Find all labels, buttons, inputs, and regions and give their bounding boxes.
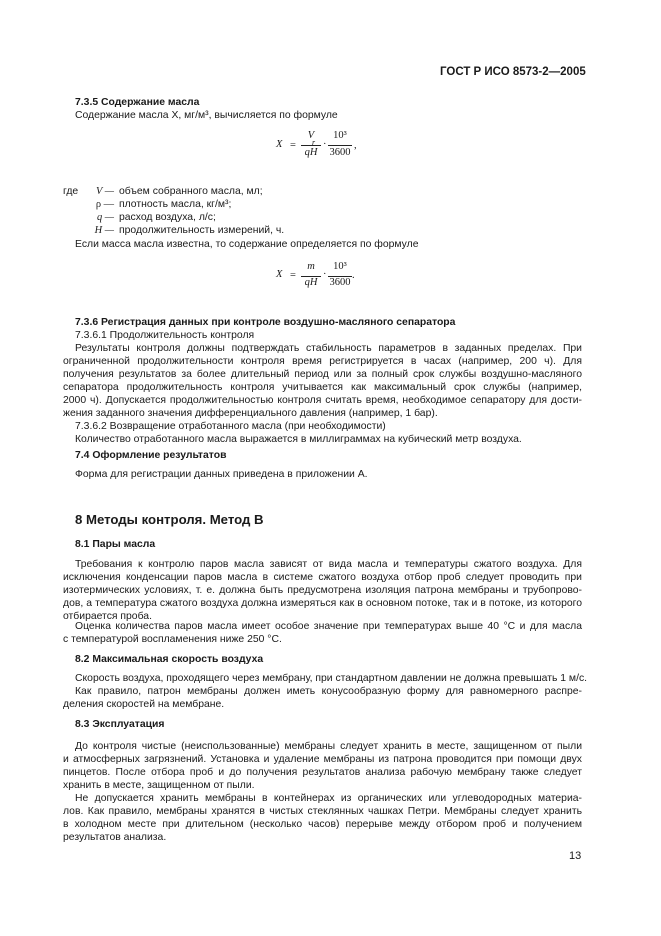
paragraph-line: и атмосферных загрязнений. Установка и удаление мембраны из патрона проводится при помощи двух (63, 754, 582, 765)
paragraph-line: отбирается проба. (63, 611, 152, 622)
where-label: где (63, 186, 79, 197)
section-7-3-5-intro: Содержание масла X, мг/м³, вычисляется по формуле (75, 110, 338, 121)
formula-1-num1: V (307, 130, 315, 141)
section-7-3-6-2-title: 7.3.6.2 Возвращение отработанного масла (при необходимости) (75, 421, 386, 432)
formula-1-sub: r (312, 138, 316, 147)
formula-2-den2: 3600 (329, 277, 351, 288)
formula-1-num2: 10³ (333, 130, 347, 141)
formula-1-eq: = (290, 140, 296, 151)
formula-1-end: , (354, 140, 357, 151)
paragraph-line: Форма для регистрации данных приведена в приложении А. (75, 469, 368, 480)
paragraph-line: пинцетов. После отбора проб и до получения результатов анализа рабочую мембрану также следует (63, 767, 582, 778)
formula-2-den1: qH (304, 277, 318, 288)
paragraph-line: хранить в месте, защищенном от пыли. (63, 780, 255, 791)
paragraph-line: Оценка количества паров масла имеет особое значение при температурах выше 40 °С и для масла (75, 621, 582, 632)
formula-1-bar1 (301, 145, 321, 146)
paragraph-line: Как правило, патрон мембраны должен иметь конусообразную форму для равномерного распре- (75, 686, 582, 697)
formula-2-num1: m (307, 261, 315, 272)
section-7-4-title: 7.4 Оформление результатов (75, 450, 227, 461)
paragraph-line: сепаратора продолжительность контроля учитывается как максимальный срок службы (например, (63, 382, 582, 393)
paragraph-line: деления скоростей на мембране. (63, 699, 225, 710)
def-text: расход воздуха, л/с; (119, 212, 216, 223)
formula-1-lhs: X (276, 139, 283, 150)
formula-1-den2: 3600 (329, 147, 351, 158)
def-symbol: q — (96, 212, 114, 223)
paragraph-line: результатов анализа. (63, 832, 167, 843)
formula-1-dot: · (323, 139, 327, 150)
formula-1-den1: qH (304, 147, 318, 158)
paragraph-line: исключения конденсации паров масла в системе сжатого воздуха отбор проб следует проводить при (63, 572, 582, 583)
section-8-1-title: 8.1 Пары масла (75, 539, 156, 550)
paragraph-line: Количество отработанного масла выражается в миллиграммах на кубический метр воздуха. (75, 434, 522, 445)
paragraph-line: Результаты контроля должны подтверждать стабильность параметров в заданных пределах. При (75, 343, 582, 354)
paragraph-line: Не допускается хранить мембраны в контейнерах из органических или углеводородных материа- (75, 793, 582, 804)
section-8-title: 8 Методы контроля. Метод В (75, 512, 264, 527)
paragraph-line: дов, а температура сжатого воздуха должна измеряться как в основном потоке, так и в потоке, из которого (63, 598, 582, 609)
paragraph-line: получения результатов за более длительный период или за полный срок службы воздушно-масляного (63, 369, 582, 380)
def-symbol: H — (94, 225, 114, 236)
paragraph-line: с температурой воспламенения ниже 250 °С. (63, 634, 282, 645)
paragraph-line: До контроля чистые (неиспользованные) мембраны следует хранить в месте, защищенном от пыли (75, 741, 582, 752)
def-text: плотность масла, кг/м³; (119, 199, 232, 210)
section-7-3-6-1-title: 7.3.6.1 Продолжительность контроля (75, 330, 255, 341)
paragraph-line: изотермических условиях, т. е. должна быть предусмотрена изоляция патрона мембраны и трубопрово- (63, 585, 582, 596)
formula-2-end: . (352, 270, 355, 281)
paragraph-line: в холодном месте при длительном (несколько часов) перерыве между отбором проб и получением (63, 819, 582, 830)
formula-1-bar2 (328, 145, 352, 146)
section-7-3-5-title: 7.3.5 Содержание масла (75, 97, 200, 108)
page-number: 13 (569, 850, 582, 862)
formula-2-dot: · (323, 269, 327, 280)
formula-2-eq: = (290, 270, 296, 281)
if-mass-known: Если масса масла известна, то содержание определяется по формуле (75, 239, 419, 250)
formula-2-lhs: X (276, 269, 283, 280)
section-8-3-title: 8.3 Эксплуатация (75, 719, 165, 730)
paragraph-line: лов. Как правило, мембраны хранятся в чистых стеклянных чашках Петри. Мембраны следует хранить (63, 806, 582, 817)
formula-2-num2: 10³ (333, 261, 347, 272)
paragraph-line: Скорость воздуха, проходящего через мембрану, при стандартном давлении не должна превышать 1 м/с. (75, 673, 588, 684)
def-symbol: V — (96, 186, 114, 197)
def-symbol: ρ — (95, 199, 114, 210)
section-7-3-6-title: 7.3.6 Регистрация данных при контроле воздушно-масляного сепаратора (75, 317, 456, 328)
section-8-2-title: 8.2 Максимальная скорость воздуха (75, 654, 264, 665)
def-text: объем собранного масла, мл; (119, 186, 263, 197)
paragraph-line: 2000 ч). Допускается продолжительностью контроля считать время, необходимое сепаратору для дости- (63, 395, 582, 406)
def-text: продолжительность измерений, ч. (119, 225, 285, 236)
paragraph-line: ограниченной продолжительности контроля время регистрируется в часах (например, 200 ч). Для (63, 356, 582, 367)
paragraph-line: Требования к контролю паров масла зависят от вида масла и температуры сжатого воздуха. Для (75, 559, 582, 570)
document-header: ГОСТ Р ИСО 8573-2—2005 (440, 66, 586, 78)
paragraph-line: жения заданного значения дифференциального давления (например, 1 бар). (63, 408, 438, 419)
